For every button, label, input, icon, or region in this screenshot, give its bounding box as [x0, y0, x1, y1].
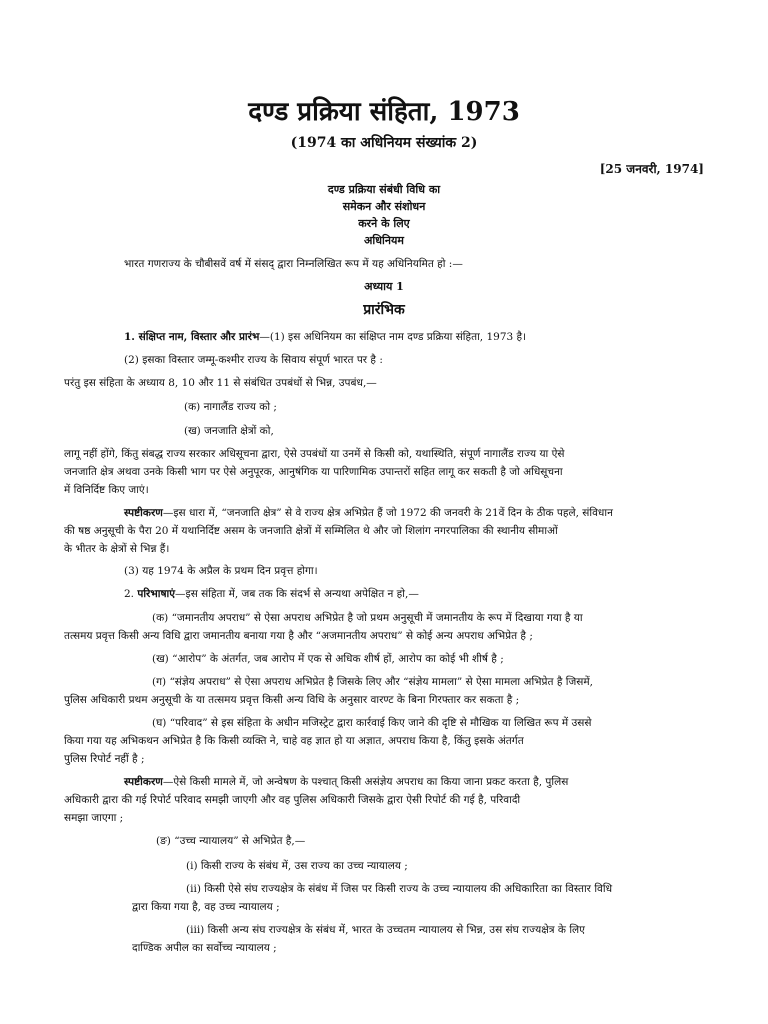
explanation-heading: स्पष्टीकरण [124, 507, 163, 519]
explanation-heading: स्पष्टीकरण [124, 776, 163, 788]
definition-line: तत्समय प्रवृत्त किसी अन्य विधि द्वारा जमानतीय बनाया गया है और “अजमानतीय अपराध” से कोई अन्य अपराध अभिप्रेत है ; [64, 630, 533, 642]
sub-definition-line: द्वारा किया गया है, वह उच्च न्यायालय ; [132, 901, 280, 913]
section-number: 2. [124, 588, 138, 600]
section-heading: 1. संक्षिप्त नाम, विस्तार और प्रारंभ [124, 331, 260, 343]
sub-definition-line: (iii) किसी अन्य संघ राज्यक्षेत्र के संबंध में, भारत के उच्चतम न्यायालय से भिन्न, उस संघ राज्यक्षेत्र के लिए [186, 924, 585, 936]
definition-line: किया गया यह अभिकथन अभिप्रेत है कि किसी व्यक्ति ने, चाहे वह ज्ञात हो या अज्ञात, अपराध किया है, किंतु इसके अंतर्गत [64, 735, 524, 747]
paragraph-line: में विनिर्दिष्ट किए जाएं। [64, 484, 149, 496]
definition-line: पुलिस अधिकारी प्रथम अनुसूची के या तत्समय प्रवृत्त किसी अन्य विधि के अनुसार वारण्ट के बिना गिरफ्तार कर सकता है ; [64, 694, 520, 706]
sub-definition-line: दाण्डिक अपील का सर्वोच्च न्यायालय ; [132, 942, 277, 954]
explanation-line: के भीतर के क्षेत्रों से भिन्न हैं। [64, 543, 170, 555]
act-date: [25 जनवरी, 1974] [599, 162, 704, 176]
long-title-line: दण्ड प्रक्रिया संबंधी विधि का [327, 183, 441, 196]
definition-line: (ग) “संज्ञेय अपराध” से ऐसा अपराध अभिप्रेत है जिसके लिए और “संज्ञेय मामला” से ऐसा मामला अभिप्रेत है जिसमें, [152, 676, 593, 688]
definition-line: (ख) “आरोप” के अंतर्गत, जब आरोप में एक से अधिक शीर्ष हों, आरोप का कोई भी शीर्ष है ; [152, 653, 504, 665]
chapter-number: अध्याय 1 [364, 280, 404, 293]
explanation-line: समझा जाएगा ; [64, 812, 124, 824]
explanation-line: की षष्ठ अनुसूची के पैरा 20 में यथानिर्दिष्ट असम के जनजाति क्षेत्रों में सम्मिलित थे और जो शिलांग नगरपालिका की स्थानीय सीमाओं [64, 525, 558, 537]
long-title-line: करने के लिए [358, 217, 410, 230]
proviso-item: (क) नागालैंड राज्य को ; [184, 401, 277, 413]
long-title-line: समेकन और संशोधन [342, 200, 426, 213]
explanation-text: —ऐसे किसी मामले में, जो अन्वेषण के पश्चात् किसी असंज्ञेय अपराध का किया जाना प्रकट करता है, पुलिस [162, 776, 569, 788]
long-title-line: अधिनियम [364, 234, 404, 247]
explanation-line [124, 773, 568, 793]
definition-line: (घ) “परिवाद” से इस संहिता के अधीन मजिस्ट्रेट द्वारा कार्रवाई किए जाने की दृष्टि से मौखिक या लिखित रूप में उससे [152, 717, 592, 729]
explanation-line [124, 504, 613, 524]
section-1-clause-2: (2) इसका विस्तार जम्मू-कश्मीर राज्य के सिवाय संपूर्ण भारत पर है : [124, 354, 383, 366]
proviso: परंतु इस संहिता के अध्याय 8, 10 और 11 से संबंधित उपबंधों से भिन्न, उपबंध,— [64, 377, 377, 389]
definition-line: पुलिस रिपोर्ट नहीं है ; [64, 753, 145, 765]
paragraph-line: जनजाति क्षेत्र अथवा उनके किसी भाग पर ऐसे अनुपूरक, आनुषंगिक या पारिणामिक उपान्तरों सहित लागू कर सकती है जो अधिसूचना [64, 466, 563, 478]
section-1-clause-1 [124, 328, 526, 348]
section-2-intro [124, 585, 419, 605]
section-text: —(1) इस अधिनियम का संक्षिप्त नाम दण्ड प्रक्रिया संहिता, 1973 है। [259, 331, 527, 343]
definition-line: (ङ) “उच्च न्यायालय” से अभिप्रेत है,— [156, 835, 306, 847]
act-title: दण्ड प्रक्रिया संहिता, 1973 [248, 97, 520, 127]
paragraph-line: लागू नहीं होंगे, किंतु संबद्ध राज्य सरकार अधिसूचना द्वारा, ऐसे उपबंधों या उनमें से किसी को, यथास्थिति, संपूर्ण नागालैंड राज्य या ऐसे [64, 448, 565, 460]
sub-definition-line: (ii) किसी ऐसे संघ राज्यक्षेत्र के संबंध में जिस पर किसी राज्य के उच्च न्यायालय की अधिकारिता का विस्तार विधि [186, 883, 613, 895]
section-heading: परिभाषाएं [137, 588, 176, 600]
act-number: (1974 का अधिनियम संख्यांक 2) [290, 135, 478, 151]
enacting-formula: भारत गणराज्य के चौबीसवें वर्ष में संसद् द्वारा निम्नलिखित रूप में यह अधिनियमित हो :— [124, 258, 463, 270]
section-text: —इस संहिता में, जब तक कि संदर्भ से अन्यथा अपेक्षित न हो,— [175, 588, 419, 600]
definition-line: (क) “जमानतीय अपराध” से ऐसा अपराध अभिप्रेत है जो प्रथम अनुसूची में जमानतीय के रूप में दिखाया गया है या [152, 612, 583, 624]
sub-definition-line: (i) किसी राज्य के संबंध में, उस राज्य का उच्च न्यायालय ; [186, 860, 408, 872]
explanation-text: —इस धारा में, “जनजाति क्षेत्र” से वे राज्य क्षेत्र अभिप्रेत हैं जो 1972 की जनवरी के 21वें दिन के ठीक पहले, संविधान [162, 507, 613, 519]
explanation-line: अधिकारी द्वारा की गई रिपोर्ट परिवाद समझी जाएगी और वह पुलिस अधिकारी जिसके द्वारा ऐसी रिपोर्ट की गई है, परिवादी [64, 794, 521, 806]
proviso-item: (ख) जनजाति क्षेत्रों को, [184, 425, 274, 437]
section-1-clause-3: (3) यह 1974 के अप्रैल के प्रथम दिन प्रवृत्त होगा। [124, 565, 318, 577]
chapter-name: प्रारंभिक [363, 302, 405, 318]
